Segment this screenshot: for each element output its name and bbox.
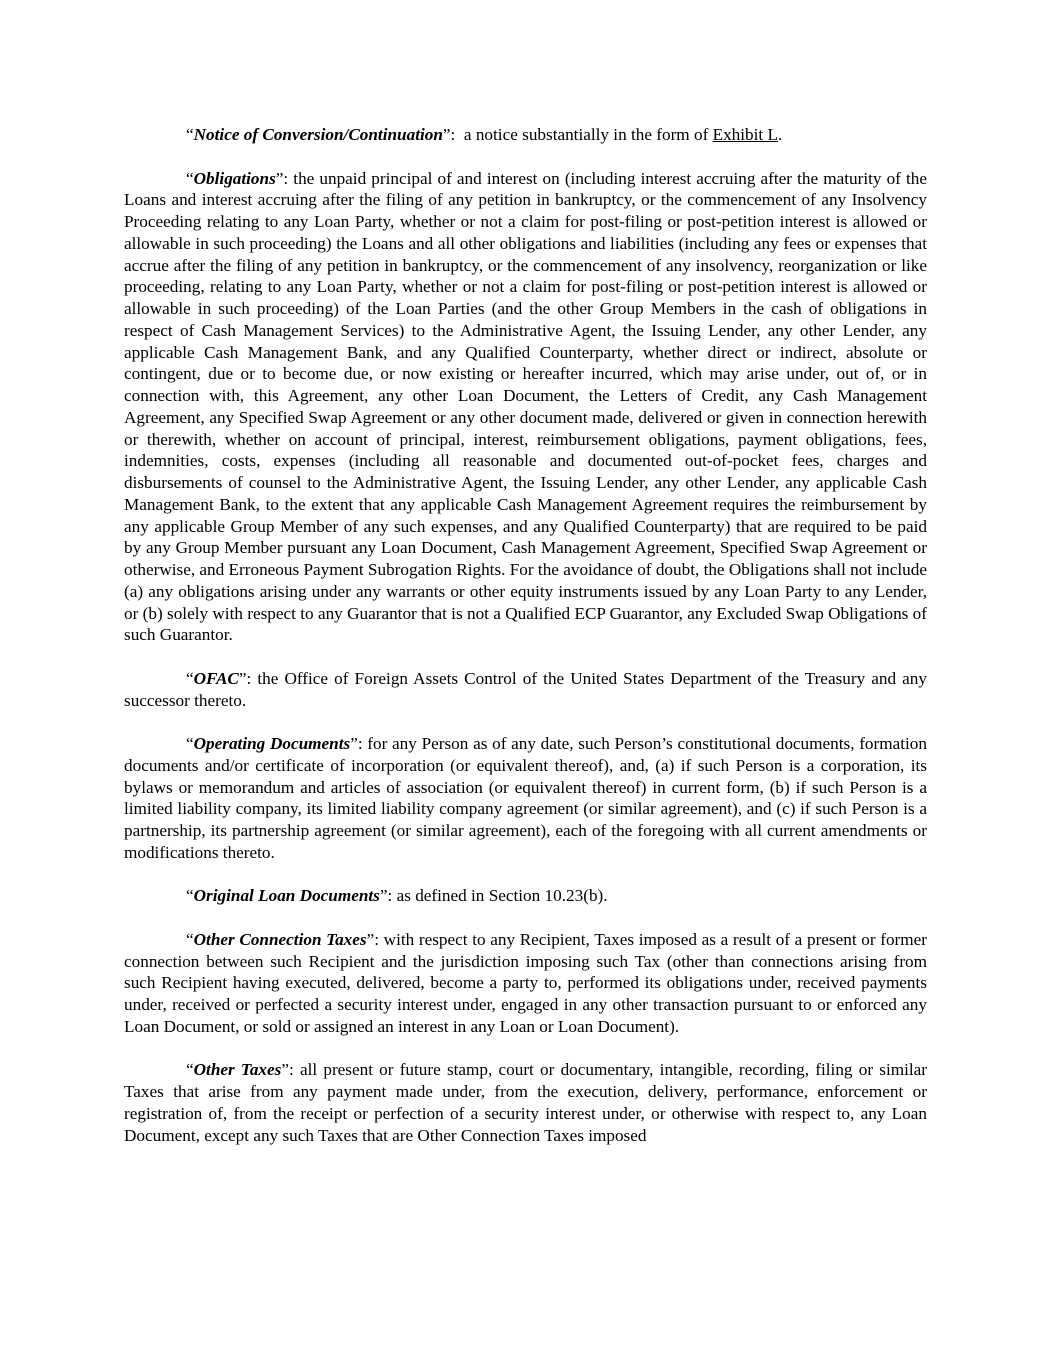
definition-obligations (124, 168, 927, 647)
defined-term: Other Connection Taxes (193, 929, 367, 949)
close-quote: ”: (379, 886, 393, 906)
defined-term: Other Taxes (193, 1060, 282, 1080)
close-quote: ”: (281, 1060, 294, 1080)
exhibit-l-reference: Exhibit L (712, 125, 778, 144)
close-quote: ”: (238, 668, 252, 688)
defined-term: OFAC (193, 668, 239, 688)
definition-text: a notice substantially in the form of (455, 125, 713, 144)
definition-text: all present or future stamp, court or documentary, intangible, recording, filing or similar Taxes that arise from any payment made under, from the execution, delivery, performance, enforcement or registration of, from the receipt or perfection of a security interest under, or otherwise with respect to, any Loan Document, except any such Taxes that are Other Connection Taxes imposed (124, 1060, 927, 1145)
open-quote: “ (186, 734, 194, 753)
defined-term: Notice of Conversion/Continuation (193, 125, 443, 144)
definition-text: with respect to any Recipient, Taxes imposed as a result of a present or former connection between such Recipient and the jurisdiction imposing such Tax (other than connections arising from such Recipient having executed, delivered, become a party to, performed its obligations under, received payments under, received or perfected a security interest under, engaged in any other transaction pursuant to or enforced any Loan Document, or sold or assigned an interest in any Loan or Loan Document). (124, 929, 927, 1036)
definition-operating-documents (124, 733, 927, 864)
document-page (124, 124, 927, 1168)
close-quote: ”: (350, 734, 363, 753)
definition-other-taxes (124, 1059, 927, 1146)
defined-term: Original Loan Documents (193, 886, 380, 906)
open-quote: “ (186, 168, 194, 188)
close-quote: ”: (275, 168, 289, 188)
definition-notice-of-conversion-continuation (124, 124, 927, 146)
definition-text: as defined in Section 10.23(b). (392, 886, 608, 906)
definition-text: the unpaid principal of and interest on (including interest accruing after the maturity of the Loans and interest accruing after the filing of any petition in bankruptcy, or the commencement of any Insolvency Proceeding relating to any Loan Party, whether or not a claim for post-filing or post-petition interest is allowed or allowable in such proceeding) the Loans and all other obligations and liabilities (including any fees or expenses that accrue after the filing of any petition in bankruptcy, or the commencement of any insolvency, reorganization or like proceeding, relating to any Loan Party, whether or not a claim for post-filing or post-petition interest is allowed or allowable in such proceeding) of the Loan Parties (and the other Group Members in the cash of obligations in respect of Cash Management Services) to the Administrative Agent, the Issuing Lender, any other Lender, any applicable Cash Management Bank, and any Qualified Counterparty, whether direct or indirect, absolute or contingent, due or to become due, or now existing or hereafter incurred, which may arise under, out of, or in connection with, this Agreement, any other Loan Document, the Letters of Credit, any Cash Management Agreement, any Specified Swap Agreement or any other document made, delivered or given in connection herewith or therewith, whether on account of principal, interest, reimbursement obligations, payment obligations, fees, indemnities, costs, expenses (including all reasonable and documented out-of-pocket fees, charges and disbursements of counsel to the Administrative Agent, the Issuing Lender, any other Lender, any applicable Cash Management Bank, to the extent that any applicable Cash Management Agreement requires the reimbursement by any applicable Group Member of any such expenses, and any Qualified Counterparty) that are required to be paid by any Group Member pursuant any Loan Document, Cash Management Agreement, Specified Swap Agreement or otherwise, and Erroneous Payment Subrogation Rights. For the avoidance of doubt, the Obligations shall not include (a) any obligations arising under any warrants or other equity instruments issued by any Loan Party to any Lender, or (b) solely with respect to any Guarantor that is not a Qualified ECP Guarantor, any Excluded Swap Obligations of such Guarantor. (124, 168, 927, 645)
definition-ofac (124, 668, 927, 712)
definition-text: for any Person as of any date, such Person’s constitutional documents, formation documents and/or certificate of incorporation (or equivalent thereof), and, (a) if such Person is a corporation, its bylaws or memorandum and articles of association (or equivalent thereof) in current form, (b) if such Person is a limited liability company, its limited liability company agreement (or similar agreement), and (c) if such Person is a partnership, its partnership agreement (or similar agreement), each of the foregoing with all current amendments or modifications thereto. (124, 734, 927, 862)
open-quote: “ (186, 929, 194, 949)
close-quote: ”: (442, 125, 456, 144)
definition-text-end: . (778, 125, 783, 144)
defined-term: Operating Documents (193, 734, 351, 753)
open-quote: “ (186, 668, 194, 688)
open-quote: “ (186, 886, 194, 906)
definition-original-loan-documents (124, 885, 927, 907)
close-quote: ”: (366, 929, 379, 949)
open-quote: “ (186, 1060, 194, 1080)
defined-term: Obligations (193, 168, 276, 188)
definition-other-connection-taxes (124, 929, 927, 1038)
definition-text: the Office of Foreign Assets Control of the United States Department of the Treasury and any successor thereto. (124, 668, 927, 710)
open-quote: “ (186, 125, 194, 144)
